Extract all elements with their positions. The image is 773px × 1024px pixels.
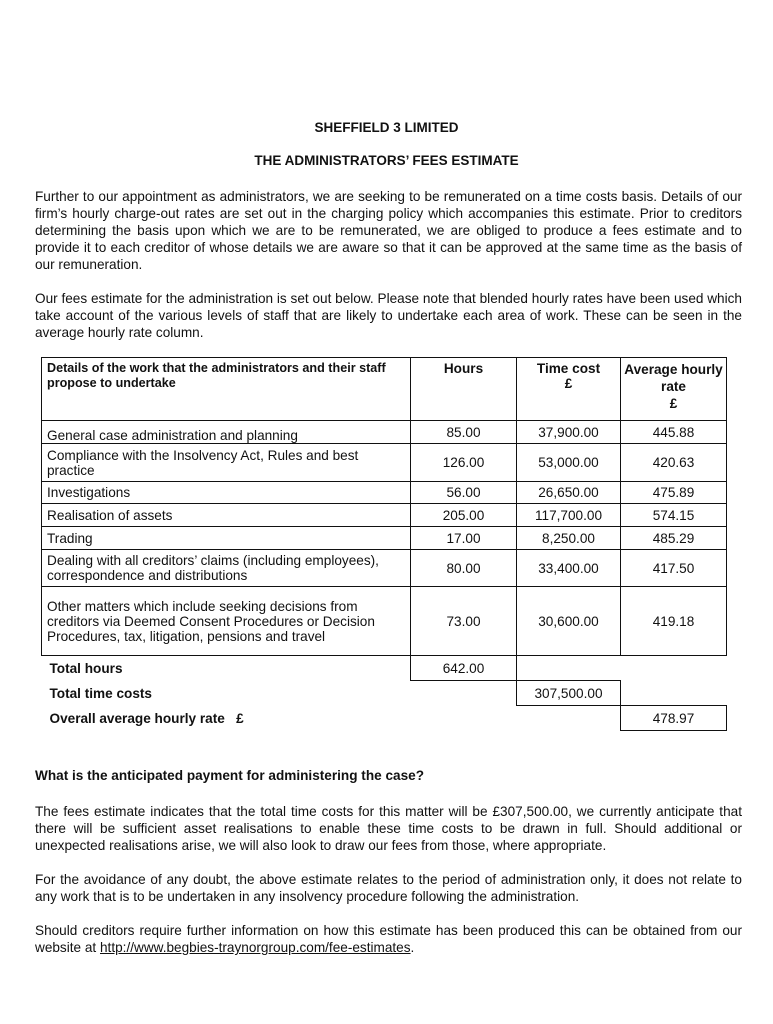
header-time-cost bbox=[517, 358, 621, 421]
work-description: Dealing with all creditors’ claims (including employees), correspondence and distributions bbox=[42, 550, 411, 587]
time-cost-cell: 30,600.00 bbox=[517, 587, 621, 656]
hours-cell: 126.00 bbox=[411, 444, 517, 482]
website-text: Should creditors require further information on how this estimate has been produced this can be obtained from our website at bbox=[35, 923, 742, 955]
average-rate-cell: 574.15 bbox=[621, 504, 727, 527]
header-average-rate-unit: £ bbox=[669, 396, 678, 411]
hours-cell: 205.00 bbox=[411, 504, 517, 527]
fee-estimates-link[interactable]: http://www.begbies-traynorgroup.com/fee-estimates bbox=[100, 940, 411, 955]
hours-cell: 17.00 bbox=[411, 527, 517, 550]
table-row bbox=[42, 550, 727, 587]
average-rate-cell: 485.29 bbox=[621, 527, 727, 550]
average-rate-cell: 417.50 bbox=[621, 550, 727, 587]
company-name: SHEFFIELD 3 LIMITED bbox=[314, 120, 459, 135]
table-row bbox=[42, 587, 727, 656]
header-details: Details of the work that the administrators and their staff propose to undertake bbox=[42, 358, 411, 421]
total-hours-row bbox=[42, 656, 727, 681]
overall-rate-label: Overall average hourly rate £ bbox=[49, 710, 244, 726]
website-paragraph bbox=[35, 922, 742, 956]
time-cost-cell: 117,700.00 bbox=[517, 504, 621, 527]
website-end: . bbox=[410, 940, 415, 955]
header-average-rate-label: Average hourly rate bbox=[624, 362, 723, 394]
table-row bbox=[42, 482, 727, 504]
work-description: Other matters which include seeking decisions from creditors via Deemed Consent Procedures or Decision Procedures, tax, litigation, pensions and travel bbox=[42, 587, 411, 656]
table-row bbox=[42, 527, 727, 550]
payment-answer-paragraph: The fees estimate indicates that the total time costs for this matter will be £307,500.00, we currently anticipate that there will be sufficient asset realisations to enable these time costs to be drawn in full. Should additional or unexpected realisations arise, we will also look to draw our fees from those, where appropriate. bbox=[35, 804, 742, 853]
total-hours-value: 642.00 bbox=[411, 656, 517, 681]
payment-question-heading: What is the anticipated payment for administering the case? bbox=[35, 768, 425, 783]
work-description: Investigations bbox=[42, 482, 411, 504]
header-average-rate bbox=[621, 358, 727, 421]
intro-paragraph: Further to our appointment as administrators, we are seeking to be remunerated on a time costs basis. Details of our firm’s hourly charge-out rates are set out in the charging policy which accompanies this estimate. Prior to creditors determining the basis upon which we are to be remunerated, we are obliged to produce a fees estimate and to provide it to each creditor of whose details we are aware so that it can be approved at the same time as the basis of our remuneration. bbox=[35, 189, 742, 272]
time-cost-cell: 26,650.00 bbox=[517, 482, 621, 504]
blended-rates-paragraph: Our fees estimate for the administration is set out below. Please note that blended hourly rates have been used which take account of the various levels of staff that are likely to undertake each area of work. These can be seen in the average hourly rate column. bbox=[35, 291, 742, 340]
table-row bbox=[42, 421, 727, 444]
average-rate-cell: 419.18 bbox=[621, 587, 727, 656]
table-header-row bbox=[42, 358, 727, 421]
document-title: THE ADMINISTRATORS’ FEES ESTIMATE bbox=[254, 153, 519, 168]
average-rate-cell: 420.63 bbox=[621, 444, 727, 482]
avoidance-paragraph: For the avoidance of any doubt, the above estimate relates to the period of administration only, it does not relate to any work that is to be undertaken in any insolvency procedure following the administration. bbox=[35, 872, 742, 904]
total-cost-row bbox=[42, 681, 727, 706]
work-description: Trading bbox=[42, 527, 411, 550]
work-description: Realisation of assets bbox=[42, 504, 411, 527]
work-description: General case administration and planning bbox=[42, 421, 411, 444]
fees-estimate-table bbox=[41, 357, 727, 731]
hours-cell: 80.00 bbox=[411, 550, 517, 587]
table-row bbox=[42, 444, 727, 482]
hours-cell: 73.00 bbox=[411, 587, 517, 656]
time-cost-cell: 37,900.00 bbox=[517, 421, 621, 444]
overall-rate-row bbox=[42, 706, 727, 731]
time-cost-cell: 8,250.00 bbox=[517, 527, 621, 550]
header-hours: Hours bbox=[411, 358, 517, 421]
work-description: Compliance with the Insolvency Act, Rules and best practice bbox=[42, 444, 411, 482]
time-cost-cell: 33,400.00 bbox=[517, 550, 621, 587]
total-hours-label: Total hours bbox=[49, 660, 123, 676]
hours-cell: 85.00 bbox=[411, 421, 517, 444]
overall-rate-value: 478.97 bbox=[621, 706, 727, 731]
total-cost-value: 307,500.00 bbox=[517, 681, 621, 706]
total-cost-label: Total time costs bbox=[49, 685, 152, 701]
average-rate-cell: 445.88 bbox=[621, 421, 727, 444]
table-row bbox=[42, 504, 727, 527]
time-cost-cell: 53,000.00 bbox=[517, 444, 621, 482]
header-time-cost-unit: £ bbox=[564, 376, 573, 391]
hours-cell: 56.00 bbox=[411, 482, 517, 504]
header-time-cost-label: Time cost bbox=[536, 361, 601, 376]
average-rate-cell: 475.89 bbox=[621, 482, 727, 504]
